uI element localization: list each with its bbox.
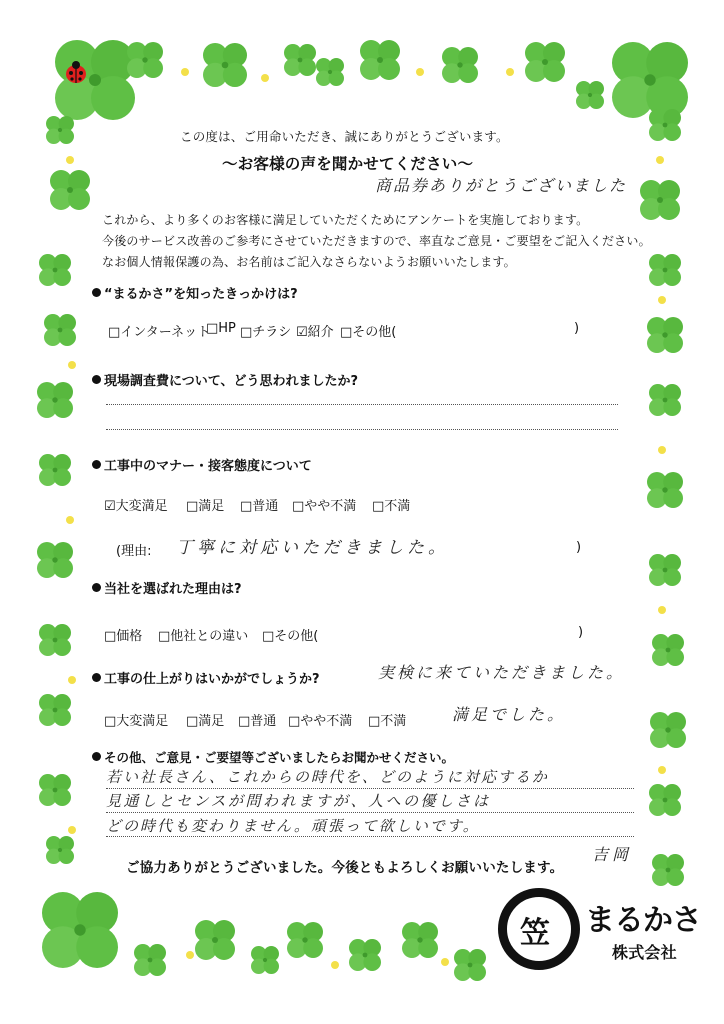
handwritten-finish-note-2: 満足でした。 <box>452 705 567 724</box>
bullet-icon <box>92 375 101 384</box>
option-hp[interactable]: □HP <box>206 321 236 336</box>
option-referral[interactable]: ☑紹介 <box>296 325 334 340</box>
manners-unsatisfied[interactable]: □不満 <box>372 499 411 514</box>
bullet-icon <box>92 460 101 469</box>
finish-satisfied[interactable]: □満足 <box>186 714 225 729</box>
handwritten-comment-1: 若い社長さん、これからの時代を、どのように対応するか <box>106 768 549 786</box>
question-manners <box>92 455 312 474</box>
option-other-close: ) <box>574 321 580 336</box>
brand-name: まるかさ <box>585 903 701 938</box>
question-other-comments <box>92 748 454 766</box>
option-internet[interactable]: □インターネット <box>108 325 211 340</box>
intro-line-2: 今後のサービス改善のご参考にさせていただきますので、率直なご意見・ご要望をご記入ください。 <box>102 234 651 248</box>
question-survey-fee <box>92 370 358 389</box>
answer-line <box>106 836 634 837</box>
handwritten-top-note: 商品券ありがとうございました <box>375 176 628 195</box>
intro-line-3: なお個人情報保護の為、お名前はご記入なさらないようお願いいたします。 <box>102 255 516 269</box>
question-finish-quality-label: 工事の仕上がりはいかがでしょうか? <box>104 672 320 687</box>
bullet-icon <box>92 288 101 297</box>
bullet-icon <box>92 752 101 761</box>
finish-very-satisfied[interactable]: □大変満足 <box>104 714 169 729</box>
question-other-comments-label: その他、ご意見・ご要望等ございましたらお聞かせください。 <box>104 750 455 765</box>
handwritten-finish-note-1: 実検に来ていただきました。 <box>378 663 626 682</box>
reason-label: (理由: <box>116 544 152 559</box>
manners-average[interactable]: □普通 <box>240 499 279 514</box>
bullet-icon <box>92 583 101 592</box>
question-why-chosen <box>92 578 242 597</box>
question-finish-quality <box>92 668 320 687</box>
handwritten-signature: 吉岡 <box>592 845 633 864</box>
reason-other-close: ) <box>578 625 584 640</box>
handwritten-comment-3: どの時代も変わりません。頑張って欲しいです。 <box>106 817 480 835</box>
reason-price[interactable]: □価格 <box>104 629 143 644</box>
handwritten-reason: 丁寧に対応いただきました。 <box>176 538 449 558</box>
thanks-text: この度は、ご用命いただき、誠にありがとうございます。 <box>180 129 509 144</box>
finish-unsatisfied[interactable]: □不満 <box>368 714 407 729</box>
reason-close: ) <box>576 540 582 555</box>
closing-text: ご協力ありがとうございました。今後ともよろしくお願いいたします。 <box>126 860 564 876</box>
manners-slightly-unsatisfied[interactable]: □やや不満 <box>292 499 357 514</box>
question-source-label: “まるかさ”を知ったきっかけは? <box>104 287 298 302</box>
intro-line-1: これから、より多くのお客様に満足していただくためにアンケートを実施しております。 <box>102 213 589 227</box>
question-why-chosen-label: 当社を選ばれた理由は? <box>104 582 242 597</box>
answer-line <box>106 812 634 813</box>
question-manners-label: 工事中のマナー・接客態度について <box>104 459 312 474</box>
answer-line <box>106 404 618 405</box>
answer-line <box>106 788 634 789</box>
finish-average[interactable]: □普通 <box>238 714 277 729</box>
bullet-icon <box>92 673 101 682</box>
manners-very-satisfied[interactable]: ☑大変満足 <box>104 499 168 514</box>
option-other[interactable]: □その他( <box>340 325 397 340</box>
reason-difference[interactable]: □他社との違い <box>158 629 249 644</box>
company-type: 株式会社 <box>612 943 677 962</box>
logo-mark: 笠 <box>520 916 551 951</box>
question-survey-fee-label: 現場調査費について、どう思われましたか? <box>104 374 359 389</box>
finish-slightly-unsatisfied[interactable]: □やや不満 <box>288 714 353 729</box>
page-title: ～お客様の声を聞かせてください～ <box>222 155 474 173</box>
option-flyer[interactable]: □チラシ <box>240 325 292 340</box>
reason-other[interactable]: □その他( <box>262 629 319 644</box>
question-source <box>92 283 298 302</box>
manners-satisfied[interactable]: □満足 <box>186 499 225 514</box>
answer-line <box>106 429 618 430</box>
handwritten-comment-2: 見通しとセンスが問われますが、人への優しさは <box>106 792 491 810</box>
